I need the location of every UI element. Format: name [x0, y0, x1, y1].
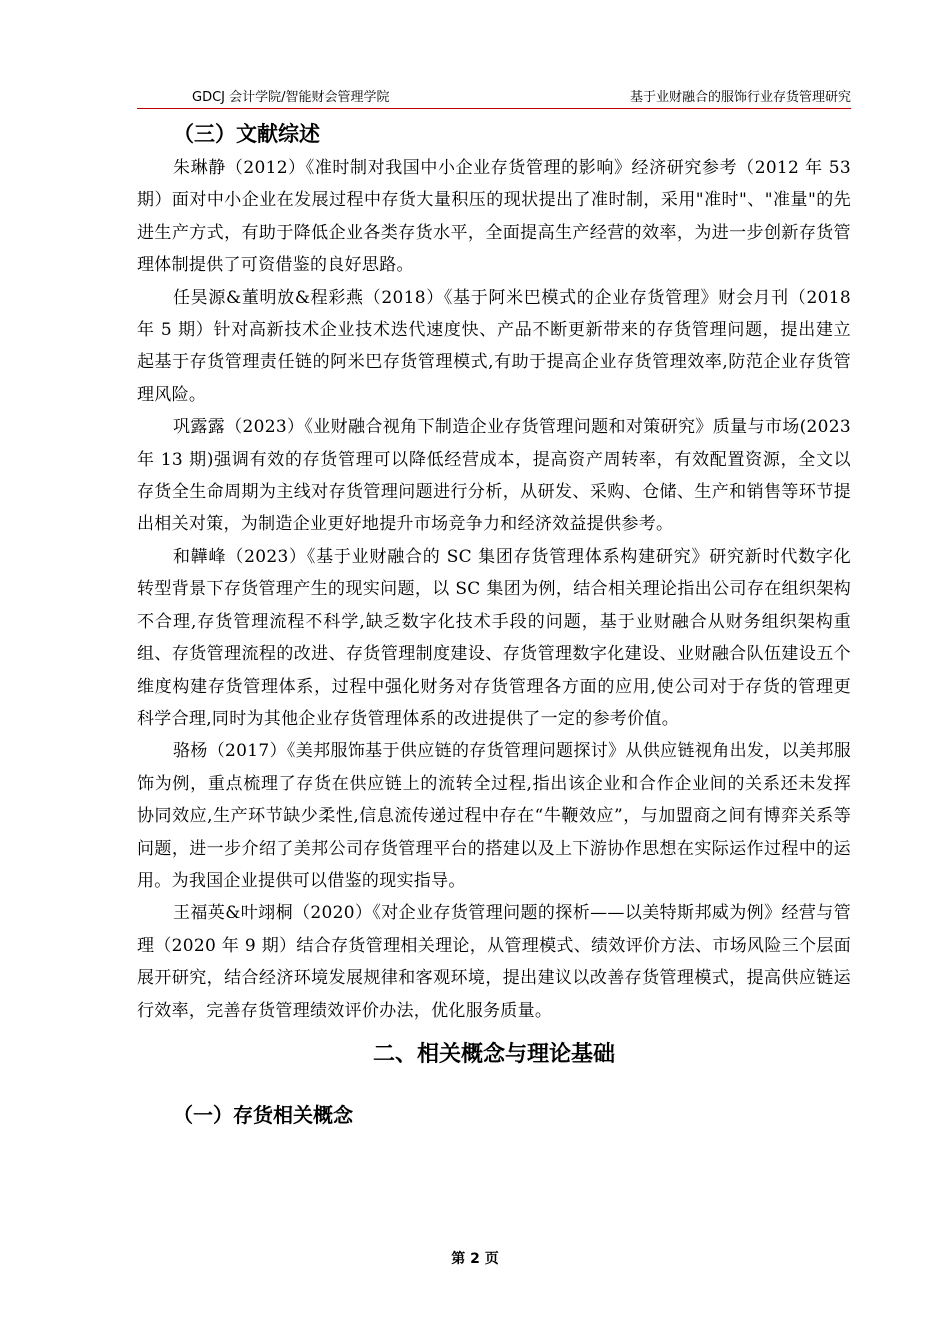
chapter-title: 二、相关概念与理论基础 [372, 1041, 615, 1067]
paragraph: 任昊源&董明放&程彩燕（2018）《基于阿米巴模式的企业存货管理》财会月刊（2018 年 5 期）针对高新技术企业技术迭代速度快、产品不断更新带来的存货管理问题，提出建立起基于存货管理责任链的阿米巴存货管理模式,有助于提高企业存货管理效率,防范企业存货管理风险。 [137, 287, 851, 405]
paragraph: 骆杨（2017）《美邦服饰基于供应链的存货管理问题探讨》从供应链视角出发，以美邦服饰为例，重点梳理了存货在供应链上的流转全过程,指出该企业和合作企业间的关系还未发挥协同效应,生产环节缺少柔性,信息流传递过程中存在“牛鞭效应”，与加盟商之间有博弈关系等问题，进一步介绍了美邦公司存货管理平台的搭建以及上下游协作思想在实际运作过程中的运用。为我国企业提供可以借鉴的现实指导。 [137, 741, 851, 891]
paragraph: 王福英&叶翊桐（2020）《对企业存货管理问题的探析——以美特斯邦威为例》经营与管理（2020 年 9 期）结合存货管理相关理论，从管理模式、绩效评价方法、市场风险三个层面展开研究，结合经济环境发展规律和客观环境，提出建议以改善存货管理模式，提高供应链运行效率，完善存货管理绩效评价办法，优化服务质量。 [137, 903, 851, 1021]
header-left-text: GDCJ 会计学院/智能财会管理学院 [192, 90, 390, 105]
subsection-title: （一）存货相关概念 [173, 1102, 353, 1127]
section-title: （三）文献综述 [173, 122, 320, 146]
paragraph: 和韡峰（2023）《基于业财融合的 SC 集团存货管理体系构建研究》研究新时代数字化转型背景下存货管理产生的现实问题，以 SC 集团为例，结合相关理论指出公司存在组织架构不合理,存货管理流程不科学,缺乏数字化技术手段的问题，基于业财融合从财务组织架构重组、存货管理流程的改进、存货管理制度建设、存货管理数字化建设、业财融合队伍建设五个维度构建存货管理体系，过程中强化财务对存货管理各方面的应用,使公司对于存货的管理更科学合理,同时为其他企业存货管理体系的改进提供了一定的参考价值。 [137, 546, 851, 729]
paragraph: 朱琳静（2012）《准时制对我国中小企业存货管理的影响》经济研究参考（2012 年 53 期）面对中小企业在发展过程中存货大量积压的现状提出了准时制，采用"准时"、"准量"的先进生产方式，有助于降低企业各类存货水平，全面提高生产经营的效率，为进一步创新存货管理体制提供了可资借鉴的良好思路。 [137, 158, 851, 276]
page-header [137, 88, 851, 109]
header-right-text: 基于业财融合的服饰行业存货管理研究 [629, 90, 851, 105]
page-content [137, 116, 851, 1135]
page-number: 第 2 页 [451, 1251, 499, 1267]
paragraph: 巩露露（2023）《业财融合视角下制造企业存货管理问题和对策研究》质量与市场(2023 年 13 期)强调有效的存货管理可以降低经营成本，提高资产周转率，有效配置资源，全文以存货全生命周期为主线对存货管理问题进行分析，从研发、采购、仓储、生产和销售等环节提出相关对策，为制造企业更好地提升市场竞争力和经济效益提供参考。 [137, 417, 851, 535]
